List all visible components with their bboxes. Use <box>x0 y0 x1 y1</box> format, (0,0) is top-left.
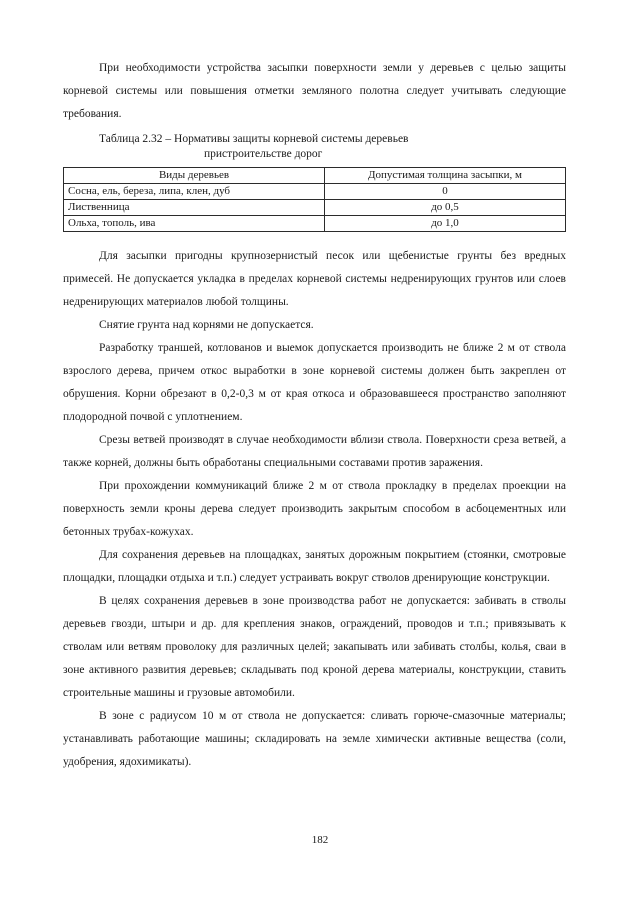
header-fill-thickness: Допустимая толщина засыпки, м <box>325 168 566 184</box>
body-paragraph: В целях сохранения деревьев в зоне производства работ не допускается: забивать в стволы деревьев гвозди, штыри и др. для крепления знаков, ограждений, проводов и т.п.; привязывать к стволам или ветвям проволоку для различных целей; закапывать или забивать столбы, колья, сваи в зоне активного развития деревьев; складывать под кроной дерева материалы, конструкции, ставить строительные машины и грузовые автомобили. <box>63 595 566 699</box>
table-caption-line-2: пристроительстве дорог <box>204 148 323 160</box>
table-row <box>64 200 566 216</box>
body-paragraph: Снятие грунта над корнями не допускается. <box>99 319 314 331</box>
table-row <box>64 184 566 200</box>
body-paragraph: Для сохранения деревьев на площадках, занятых дорожным покрытием (стоянки, смотровые площадки, площадки отдыха и т.п.) следует устраивать вокруг стволов дренирующие конструкции. <box>63 549 566 584</box>
tree-species-cell: Лиственница <box>64 200 325 216</box>
body-paragraph: Разработку траншей, котлованов и выемок допускается производить не ближе 2 м от ствола взрослого дерева, причем откос выработки в зоне корневой системы должен быть закреплен от обрушения. Корни обрезают в 0,2-0,3 м от края откоса и образовавшееся пространство заполняют плодородной почвой с уплотнением. <box>63 342 566 423</box>
table-caption <box>99 132 566 162</box>
table-row <box>64 216 566 232</box>
tree-species-cell: Сосна, ель, береза, липа, клен, дуб <box>64 184 325 200</box>
body-paragraph: В зоне с радиусом 10 м от ствола не допускается: сливать горюче-смазочные материалы; устанавливать работающие машины; складировать на земле химически активные вещества (соли, удобрения, ядохимикаты). <box>63 710 566 768</box>
page-content <box>63 57 566 774</box>
fill-thickness-cell: 0 <box>325 184 566 200</box>
body-paragraph: Для засыпки пригодны крупнозернистый песок или щебенистые грунты без вредных примесей. Не допускается укладка в пределах корневой системы недренирующих грунтов или слоев недренирующих материалов любой толщины. <box>63 250 566 308</box>
table-caption-line-1: Таблица 2.32 – Нормативы защиты корневой системы деревьев <box>99 133 409 145</box>
fill-thickness-cell: до 1,0 <box>325 216 566 232</box>
body-paragraph: При прохождении коммуникаций ближе 2 м от ствола прокладку в пределах проекции на поверхность земли кроны дерева следует производить закрытым способом в асбоцементных или бетонных трубах-кожухах. <box>63 480 566 538</box>
page-number: 182 <box>311 834 329 846</box>
tree-species-cell: Ольха, тополь, ива <box>64 216 325 232</box>
fill-thickness-cell: до 0,5 <box>325 200 566 216</box>
table-header-row <box>64 168 566 184</box>
body-paragraph: Срезы ветвей производят в случае необходимости вблизи ствола. Поверхности среза ветвей, а также корней, должны быть обработаны специальными составами против заражения. <box>63 434 566 469</box>
header-tree-species: Виды деревьев <box>64 168 325 184</box>
intro-paragraph: При необходимости устройства засыпки поверхности земли у деревьев с целью защиты корневой системы или повышения отметки земляного полотна следует учитывать следующие требования. <box>63 62 566 120</box>
root-protection-table <box>63 167 566 232</box>
